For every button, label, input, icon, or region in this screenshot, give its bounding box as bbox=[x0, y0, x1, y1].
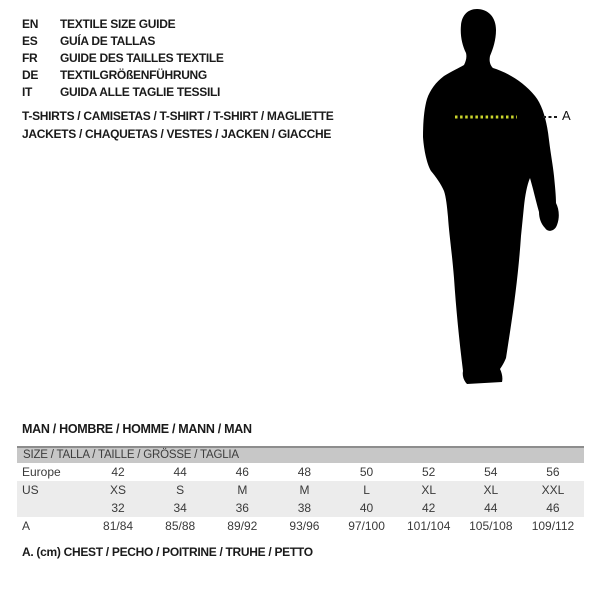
size-cell: 38 bbox=[297, 501, 312, 515]
size-cell: XXL bbox=[541, 483, 565, 497]
chest-footnote: A. (cm) CHEST / PECHO / POITRINE / TRUHE / PETTO bbox=[22, 545, 313, 559]
language-code: EN bbox=[22, 16, 39, 31]
language-label: GUIDE DES TAILLES TEXTILE bbox=[60, 50, 224, 65]
size-cell: 50 bbox=[359, 465, 374, 479]
size-table bbox=[17, 446, 584, 535]
garment-categories bbox=[22, 107, 334, 143]
table-row-europe bbox=[17, 463, 584, 481]
language-label: GUIDA ALLE TAGLIE TESSILI bbox=[60, 84, 221, 99]
measure-label-a: A bbox=[562, 108, 571, 123]
size-cell: 101/104 bbox=[406, 519, 451, 533]
language-row bbox=[22, 32, 224, 49]
language-label: TEXTILGRÖßENFÜHRUNG bbox=[60, 67, 207, 82]
size-cell: 54 bbox=[484, 465, 498, 479]
size-cell: 81/84 bbox=[103, 519, 134, 533]
size-cell: 105/108 bbox=[469, 519, 513, 533]
size-cell: M bbox=[299, 483, 310, 497]
size-cell: 44 bbox=[173, 465, 187, 479]
size-cell: XL bbox=[421, 483, 437, 497]
table-row-us-numbers bbox=[17, 499, 584, 517]
language-label: GUÍA DE TALLAS bbox=[60, 33, 156, 48]
size-cell: 42 bbox=[111, 465, 125, 479]
size-cell: L bbox=[363, 483, 370, 497]
size-cell: XL bbox=[483, 483, 499, 497]
size-cell: 46 bbox=[546, 501, 560, 515]
section-heading-man: MAN / HOMBRE / HOMME / MANN / MAN bbox=[22, 422, 252, 436]
size-cell: 85/88 bbox=[165, 519, 196, 533]
man-body-shape bbox=[423, 9, 559, 384]
category-tshirts: T-SHIRTS / CAMISETAS / T-SHIRT / T-SHIRT / MAGLIETTE bbox=[22, 109, 334, 123]
size-cell: XS bbox=[110, 483, 127, 497]
table-row-us-letters bbox=[17, 481, 584, 499]
size-cell: 52 bbox=[422, 465, 436, 479]
size-cell: 89/92 bbox=[227, 519, 258, 533]
language-row bbox=[22, 83, 224, 100]
size-cell: S bbox=[176, 483, 185, 497]
language-row bbox=[22, 66, 224, 83]
size-cell: 97/100 bbox=[348, 519, 385, 533]
language-list bbox=[22, 15, 224, 100]
size-cell: 48 bbox=[297, 465, 312, 479]
size-cell: 93/96 bbox=[289, 519, 320, 533]
language-code: DE bbox=[22, 67, 39, 82]
language-row bbox=[22, 49, 224, 66]
row-label: A bbox=[22, 519, 31, 533]
man-silhouette-icon bbox=[398, 0, 600, 400]
size-table-header: SIZE / TALLA / TAILLE / GRÖSSE / TAGLIA bbox=[17, 446, 584, 463]
language-row bbox=[22, 15, 224, 32]
size-cell: 34 bbox=[173, 501, 187, 515]
size-cell: 44 bbox=[484, 501, 498, 515]
row-label bbox=[17, 499, 87, 517]
size-cell: 109/112 bbox=[531, 519, 575, 533]
row-label: US bbox=[22, 483, 39, 497]
size-cell: 40 bbox=[359, 501, 374, 515]
size-cell: M bbox=[237, 483, 248, 497]
language-code: ES bbox=[22, 33, 38, 48]
language-label: TEXTILE SIZE GUIDE bbox=[60, 16, 176, 31]
table-row-chest-cm bbox=[17, 517, 584, 535]
size-cell: 42 bbox=[422, 501, 436, 515]
man-silhouette-figure bbox=[398, 0, 600, 400]
row-label: Europe bbox=[22, 465, 61, 479]
size-cell: 46 bbox=[235, 465, 249, 479]
size-cell: 36 bbox=[235, 501, 249, 515]
category-jackets: JACKETS / CHAQUETAS / VESTES / JACKEN / GIACCHE bbox=[22, 127, 332, 141]
language-code: FR bbox=[22, 50, 38, 65]
size-cell: 32 bbox=[111, 501, 125, 515]
language-code: IT bbox=[22, 84, 33, 99]
size-cell: 56 bbox=[546, 465, 560, 479]
